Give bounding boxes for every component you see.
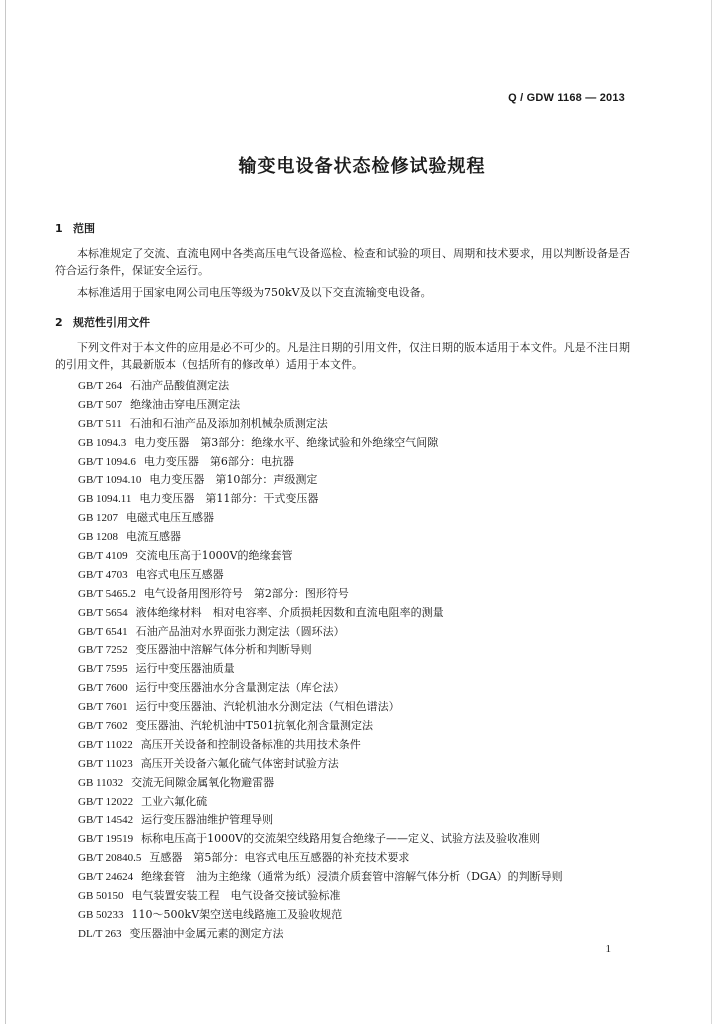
reference-code: GB/T 6541 <box>78 625 128 638</box>
reference-item <box>78 849 638 868</box>
section-heading-scope <box>55 220 95 236</box>
reference-title: 石油产品油对水界面张力测定法（圆环法） <box>135 624 345 638</box>
reference-list <box>78 377 638 944</box>
document-code: Q / GDW 1168 — 2013 <box>508 92 625 104</box>
reference-title: 电气装置安装工程 电气设备交接试验标准 <box>131 889 341 903</box>
reference-code: GB/T 1094.6 <box>78 455 136 468</box>
reference-item <box>78 698 638 717</box>
reference-item <box>78 660 638 679</box>
reference-item <box>78 717 638 736</box>
reference-title: 运行变压器油维护管理导则 <box>141 813 274 827</box>
reference-code: GB 1207 <box>78 512 119 525</box>
reference-code: GB/T 14542 <box>78 814 134 827</box>
document-title: 输变电设备状态检修试验规程 <box>238 156 486 177</box>
reference-code: GB/T 5465.2 <box>78 587 136 600</box>
reference-title: 变压器油中金属元素的测定方法 <box>129 926 284 940</box>
reference-title: 电气设备用图形符号 第2部分：图形符号 <box>143 586 349 600</box>
reference-item <box>78 830 638 849</box>
reference-item <box>78 793 638 812</box>
reference-item <box>78 774 638 793</box>
scope-paragraph-1: 本标准规定了交流、直流电网中各类高压电气设备巡检、检查和试验的项目、周期和技术要求，用以判断设备是否符合运行条件，保证安全运行。 <box>55 247 630 277</box>
reference-title: 电力变压器 第11部分：干式变压器 <box>139 492 319 506</box>
section-number: 1 <box>55 222 63 235</box>
reference-item <box>78 604 638 623</box>
reference-code: GB/T 24624 <box>78 871 134 884</box>
reference-title: 电力变压器 第10部分：声级测定 <box>149 473 318 487</box>
reference-code: GB/T 4109 <box>78 550 128 563</box>
reference-title: 变压器油中溶解气体分析和判断导则 <box>135 643 312 657</box>
reference-item <box>78 641 638 660</box>
reference-code: GB/T 7601 <box>78 701 128 714</box>
reference-code: GB/T 7602 <box>78 720 128 733</box>
reference-title: 电力变压器 第3部分：绝缘水平、绝缘试验和外绝缘空气间隙 <box>134 435 439 449</box>
reference-code: GB/T 4703 <box>78 568 128 581</box>
reference-title: 石油产品酸值测定法 <box>130 379 230 392</box>
reference-item <box>78 623 638 642</box>
reference-title: 互感器 第5部分：电容式电压互感器的补充技术要求 <box>149 851 410 865</box>
reference-title: 高压开关设备和控制设备标准的共用技术条件 <box>140 737 361 751</box>
reference-code: GB/T 511 <box>78 417 122 430</box>
reference-code: GB 1094.3 <box>78 436 127 449</box>
reference-code: GB/T 7600 <box>78 682 128 695</box>
reference-code: GB/T 5654 <box>78 606 128 619</box>
reference-code: GB 50150 <box>78 890 124 903</box>
reference-title: 交流电压高于1000V的绝缘套管 <box>135 549 293 563</box>
section-heading-normative-references <box>55 314 150 330</box>
reference-item <box>78 887 638 906</box>
reference-item <box>78 679 638 698</box>
reference-code: GB/T 11023 <box>78 757 133 770</box>
reference-code: GB/T 11022 <box>78 738 133 751</box>
reference-title: 高压开关设备六氟化硫气体密封试验方法 <box>140 756 339 770</box>
section-title: 规范性引用文件 <box>73 316 150 329</box>
scope-paragraph-2: 本标准适用于国家电网公司电压等级为750kV及以下交直流输变电设备。 <box>77 286 432 299</box>
reference-code: GB/T 19519 <box>78 833 134 846</box>
reference-item <box>78 868 638 887</box>
reference-code: GB 11032 <box>78 776 124 789</box>
reference-title: 石油和石油产品及添加剂机械杂质测定法 <box>129 416 328 430</box>
reference-item <box>78 396 638 415</box>
reference-item <box>78 547 638 566</box>
page-number: 1 <box>605 943 611 955</box>
reference-title: 110～500kV架空送电线路施工及验收规范 <box>131 907 343 921</box>
reference-item <box>78 925 638 944</box>
reference-title: 绝缘油击穿电压测定法 <box>130 397 241 411</box>
reference-title: 电容式电压互感器 <box>135 567 224 581</box>
section-title: 范围 <box>73 222 95 235</box>
reference-title: 电流互感器 <box>126 530 182 544</box>
reference-title: 绝缘套管 油为主绝缘（通常为纸）浸渍介质套管中溶解气体分析（DGA）的判断导则 <box>141 870 563 884</box>
reference-code: DL/T 263 <box>78 927 122 940</box>
reference-title: 液体绝缘材料 相对电容率、介质损耗因数和直流电阻率的测量 <box>135 605 444 619</box>
reference-item <box>78 453 638 472</box>
reference-title: 电磁式电压互感器 <box>126 511 215 525</box>
reference-title: 运行中变压器油质量 <box>135 662 235 676</box>
reference-code: GB/T 12022 <box>78 795 134 808</box>
reference-item <box>78 585 638 604</box>
reference-item <box>78 528 638 547</box>
reference-title: 标称电压高于1000V的交流架空线路用复合绝缘子——定义、试验方法及验收准则 <box>141 832 541 846</box>
reference-item <box>78 471 638 490</box>
reference-item <box>78 811 638 830</box>
reference-code: GB/T 7595 <box>78 663 128 676</box>
reference-title: 电力变压器 第6部分：电抗器 <box>143 454 294 468</box>
reference-item <box>78 415 638 434</box>
reference-item <box>78 509 638 528</box>
section-number: 2 <box>55 316 63 329</box>
reference-title: 工业六氟化硫 <box>141 794 208 808</box>
reference-code: GB 1094.11 <box>78 493 132 506</box>
reference-code: GB/T 507 <box>78 398 123 411</box>
reference-title: 变压器油、汽轮机油中T501抗氧化剂含量测定法 <box>135 719 373 733</box>
reference-code: GB 50233 <box>78 908 124 921</box>
reference-title: 运行中变压器油水分含量测定法（库仑法） <box>135 681 345 695</box>
reference-item <box>78 566 638 585</box>
references-intro-paragraph: 下列文件对于本文件的应用是必不可少的。凡是注日期的引用文件，仅注日期的版本适用于本文件。凡是不注日期的引用文件，其最新版本（包括所有的修改单）适用于本文件。 <box>55 341 630 371</box>
reference-item <box>78 490 638 509</box>
reference-item <box>78 377 638 396</box>
reference-item <box>78 434 638 453</box>
reference-code: GB/T 20840.5 <box>78 852 142 865</box>
reference-code: GB 1208 <box>78 531 119 544</box>
reference-code: GB/T 264 <box>78 380 123 392</box>
reference-title: 运行中变压器油、汽轮机油水分测定法（气相色谱法） <box>135 700 400 714</box>
reference-code: GB/T 1094.10 <box>78 474 142 487</box>
reference-code: GB/T 7252 <box>78 644 128 657</box>
reference-item <box>78 906 638 925</box>
reference-item <box>78 736 638 755</box>
reference-title: 交流无间隙金属氧化物避雷器 <box>131 775 275 789</box>
reference-item <box>78 755 638 774</box>
